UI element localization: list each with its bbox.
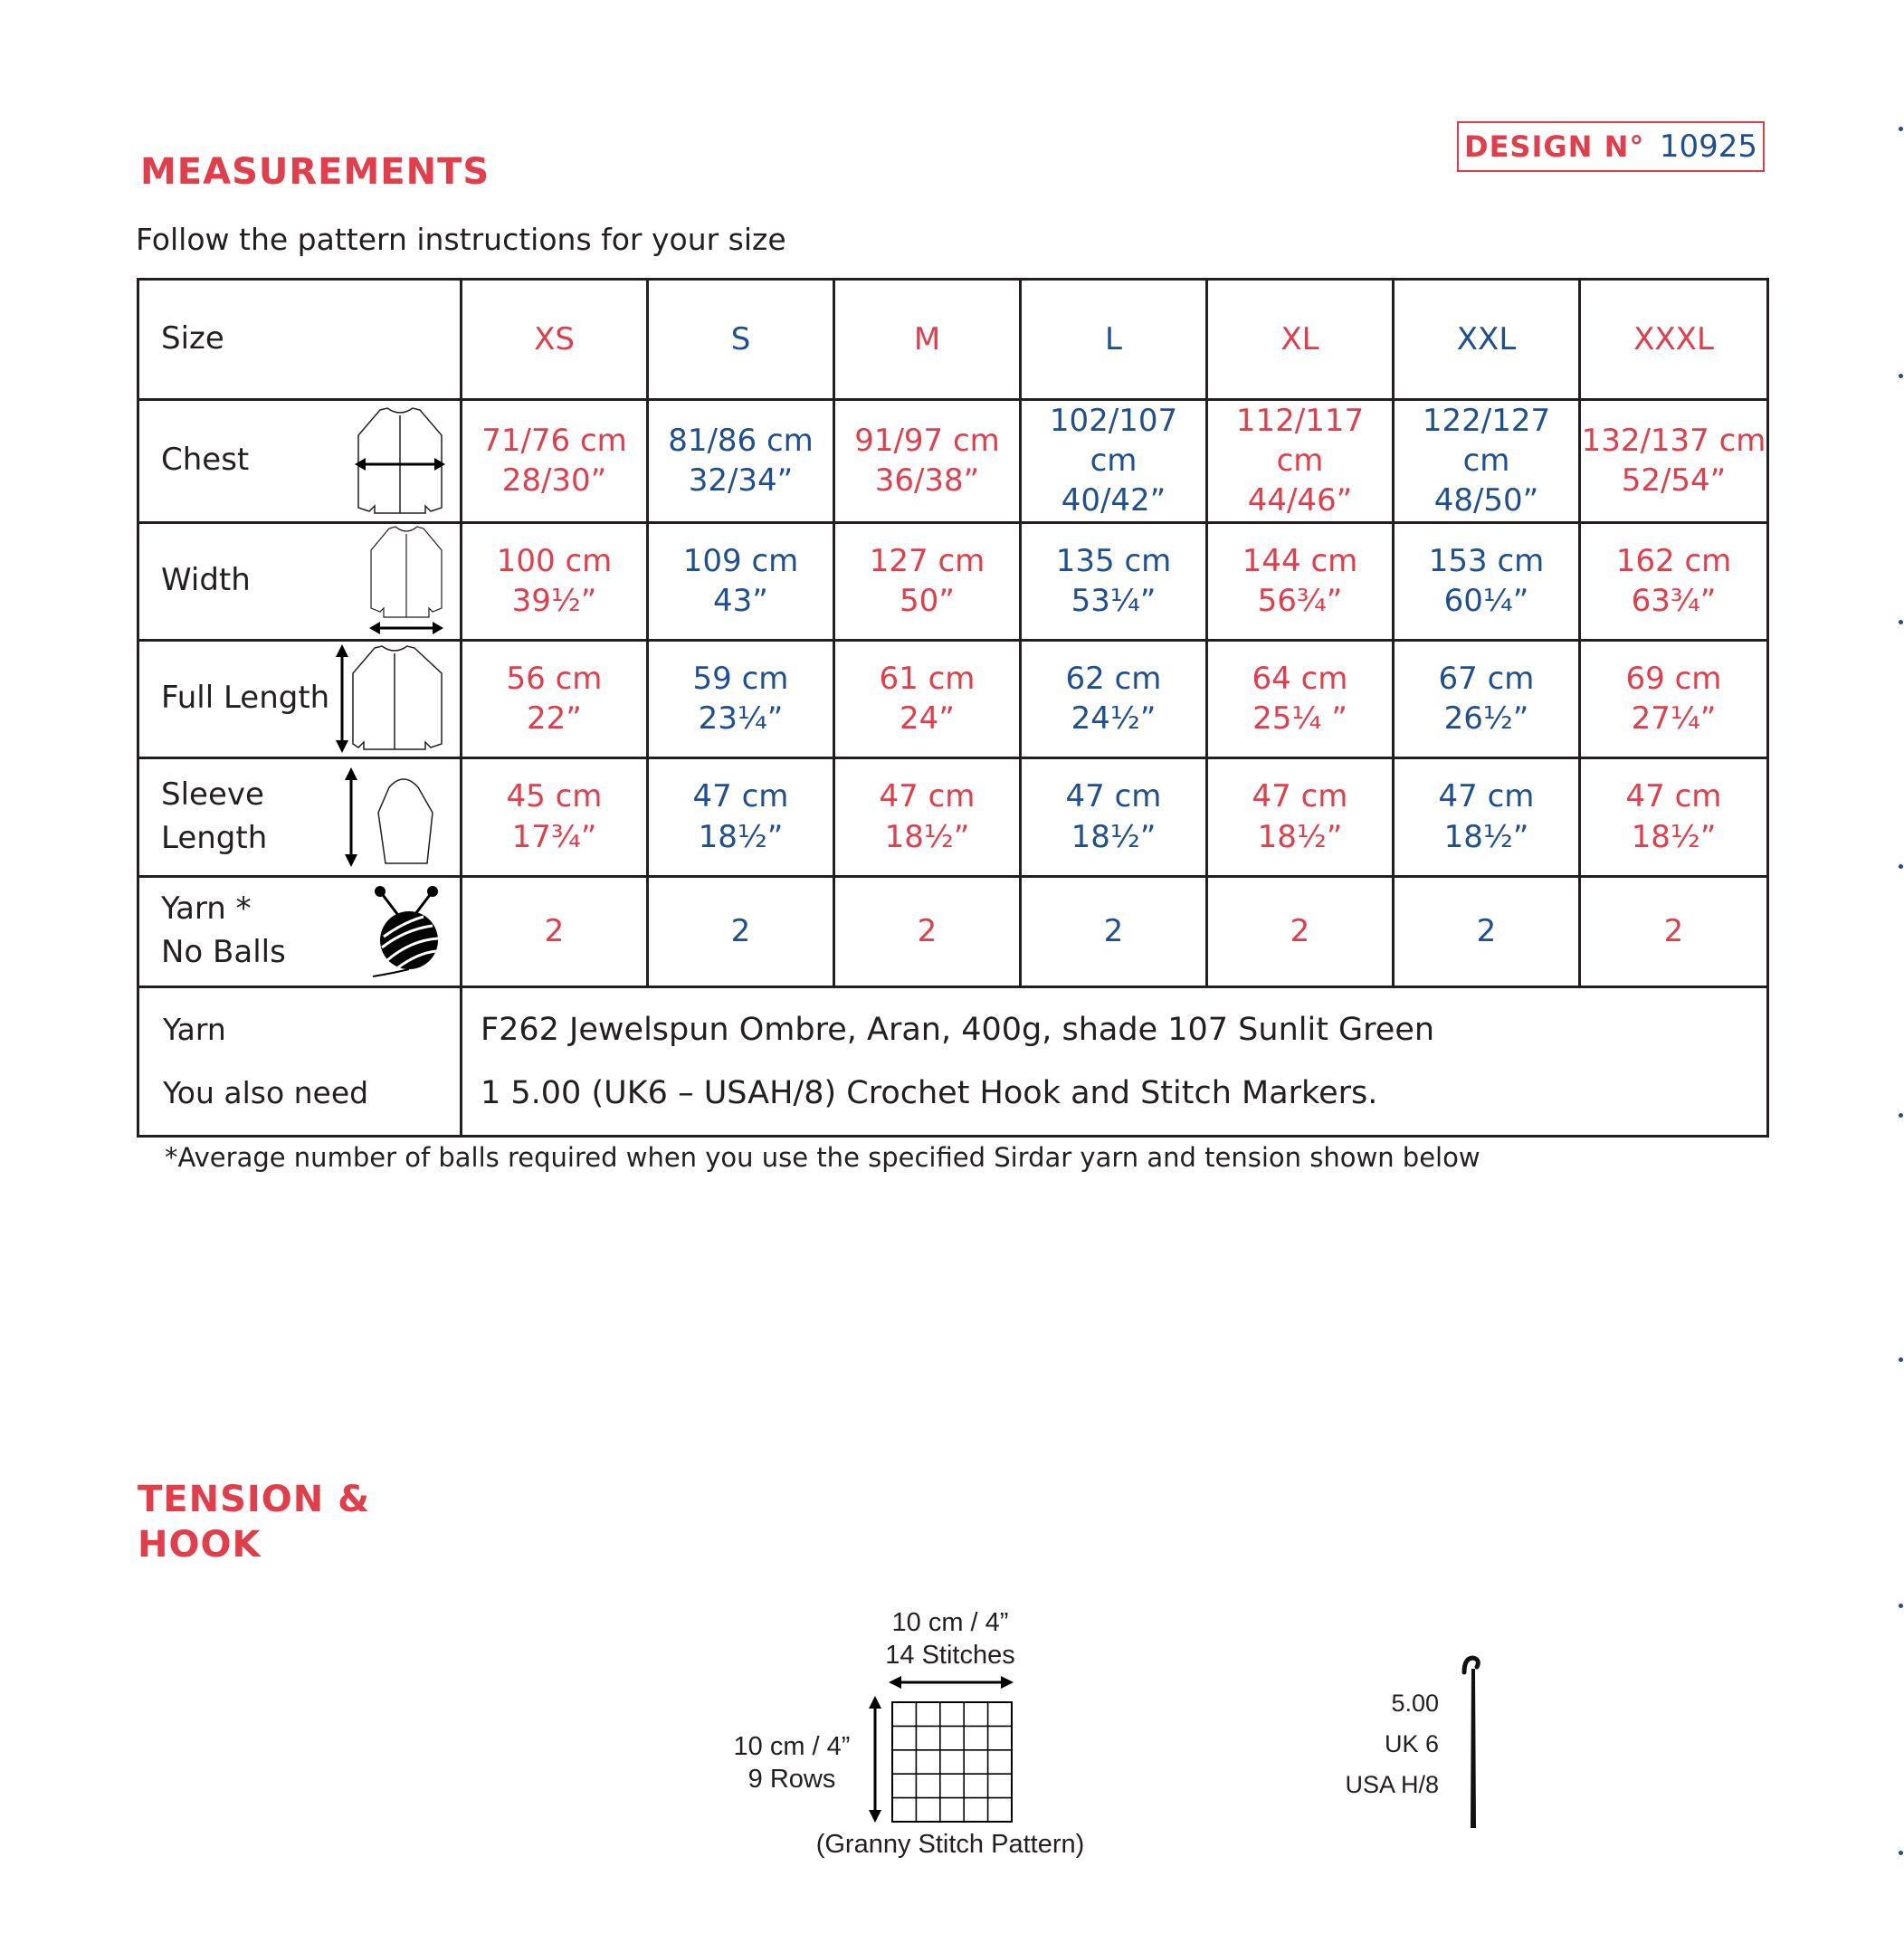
yarn-balls-xxxl: 2	[1580, 876, 1768, 986]
row-count: 9 Rows	[747, 1765, 836, 1794]
yarn-value: F262 Jewelspun Ombre, Aran, 400g, shade 107 Sunlit Green	[481, 1011, 1435, 1048]
hook-usa: USA H/8	[1345, 1771, 1439, 1798]
hook-size-labels	[1321, 1683, 1439, 1805]
yarn-balls-xs: 2	[462, 876, 648, 986]
yarn-balls-l: 2	[1021, 876, 1207, 986]
chest-xl: 112/117 cm 44/46”	[1207, 400, 1394, 523]
sleeve-length-xxxl: 47 cm 18½”	[1580, 757, 1768, 876]
yarn-label: Yarn	[163, 1011, 226, 1047]
full-length-label-cell	[138, 640, 462, 757]
edge-mark	[1899, 1113, 1903, 1118]
measurements-heading: MEASUREMENTS	[140, 151, 490, 193]
width-label: Width	[161, 562, 251, 599]
sleeve-length-s: 47 cm 18½”	[648, 757, 834, 876]
tension-width-label	[869, 1606, 1032, 1671]
size-xxl: XXL	[1394, 280, 1580, 400]
chest-s: 81/86 cm 32/34”	[648, 400, 834, 523]
full-length-m: 61 cm 24”	[834, 640, 1021, 757]
width-l: 135 cm 53¼”	[1021, 522, 1207, 640]
chest-row	[138, 400, 1768, 523]
edge-mark	[1899, 620, 1903, 624]
yarn-balls-s: 2	[648, 876, 834, 986]
chest-xxl: 122/127 cm 48/50”	[1394, 400, 1580, 523]
chest-m: 91/97 cm 36/38”	[834, 400, 1021, 523]
chest-label: Chest	[161, 442, 250, 479]
chest-label-cell	[138, 400, 462, 523]
width-xl: 144 cm 56¾”	[1207, 522, 1394, 640]
sleeve-length-xs: 45 cm 17¾”	[462, 757, 648, 876]
tension-heading: TENSION & HOOK	[138, 1479, 371, 1566]
yarn-info-values	[462, 986, 1768, 1136]
chest-diagram-icon	[353, 405, 447, 517]
size-m: M	[834, 280, 1021, 400]
width-xxxl: 162 cm 63¾”	[1580, 522, 1768, 640]
stitch-width-arrow-icon	[887, 1671, 1015, 1694]
yarn-balls-m: 2	[834, 876, 1021, 986]
edge-mark	[1899, 127, 1903, 131]
row-height-arrow-icon	[863, 1694, 887, 1824]
size-xs: XS	[462, 280, 648, 400]
yarn-balls-xxl: 2	[1394, 876, 1580, 986]
edge-mark	[1899, 864, 1903, 869]
full-length-xxxl: 69 cm 27¼”	[1580, 640, 1768, 757]
chest-xs: 71/76 cm 28/30”	[462, 400, 648, 523]
sleeve-length-xxl: 47 cm 18½”	[1394, 757, 1580, 876]
size-header-row	[138, 280, 1768, 400]
tension-grid-icon	[891, 1701, 1013, 1823]
edge-mark	[1899, 1604, 1903, 1608]
stitch-count: 14 Stitches	[885, 1641, 1015, 1670]
edge-mark	[1899, 1851, 1903, 1855]
size-s: S	[648, 280, 834, 400]
tension-height-label	[715, 1730, 869, 1795]
yarn-balls-label: Yarn * No Balls	[161, 890, 286, 971]
width-xxl: 153 cm 60¼”	[1394, 522, 1580, 640]
design-number-box	[1457, 121, 1765, 172]
measurements-table	[137, 278, 1769, 1138]
width-m: 127 cm 50”	[834, 522, 1021, 640]
full-length-diagram-icon	[333, 643, 447, 755]
width-s: 109 cm 43”	[648, 522, 834, 640]
size-xxxl: XXXL	[1580, 280, 1768, 400]
full-length-label: Full Length	[161, 680, 330, 717]
full-length-xxl: 67 cm 26½”	[1394, 640, 1580, 757]
full-length-row	[138, 640, 1768, 757]
sleeve-length-l: 47 cm 18½”	[1021, 757, 1207, 876]
yarn-info-row	[138, 986, 1768, 1136]
width-row	[138, 522, 1768, 640]
width-label-cell	[138, 522, 462, 640]
yarn-balls-row	[138, 876, 1768, 986]
design-number: 10925	[1659, 129, 1757, 165]
sleeve-length-xl: 47 cm 18½”	[1207, 757, 1394, 876]
edge-mark	[1899, 1357, 1903, 1362]
full-length-s: 59 cm 23¼”	[648, 640, 834, 757]
also-need-value: 1 5.00 (UK6 – USAH/8) Crochet Hook and Stitch Markers.	[481, 1074, 1378, 1111]
full-length-xl: 64 cm 25¼ ”	[1207, 640, 1394, 757]
width-xs: 100 cm 39½”	[462, 522, 648, 640]
stitch-pattern-label: (Granny Stitch Pattern)	[815, 1830, 1085, 1859]
size-l: L	[1021, 280, 1207, 400]
hook-metric: 5.00	[1391, 1690, 1439, 1717]
also-need-label: You also need	[163, 1074, 369, 1110]
design-label: DESIGN N°	[1464, 129, 1645, 164]
full-length-xs: 56 cm 22”	[462, 640, 648, 757]
size-xl: XL	[1207, 280, 1394, 400]
subtitle: Follow the pattern instructions for your size	[136, 222, 786, 257]
chest-xxxl: 132/137 cm 52/54”	[1580, 400, 1768, 523]
sleeve-length-label: Sleeve Length	[161, 776, 268, 856]
footnote: *Average number of balls required when you use the specified Sirdar yarn and tension shown below	[165, 1142, 1480, 1173]
size-label: Size	[161, 320, 224, 357]
width-diagram-icon	[366, 525, 447, 637]
yarn-balls-label-cell	[138, 876, 462, 986]
sleeve-length-m: 47 cm 18½”	[834, 757, 1021, 876]
edge-mark	[1899, 374, 1903, 378]
yarn-info-labels	[138, 986, 462, 1136]
yarn-ball-icon	[367, 884, 447, 978]
chest-l: 102/107 cm 40/42”	[1021, 400, 1207, 523]
crochet-hook-icon	[1459, 1654, 1484, 1832]
sleeve-diagram-icon	[338, 766, 447, 869]
sleeve-length-row	[138, 757, 1768, 876]
size-label-cell	[138, 280, 462, 400]
width-measure: 10 cm / 4”	[891, 1608, 1009, 1637]
height-measure: 10 cm / 4”	[733, 1732, 851, 1761]
sleeve-length-label-cell	[138, 757, 462, 876]
yarn-balls-xl: 2	[1207, 876, 1394, 986]
full-length-l: 62 cm 24½”	[1021, 640, 1207, 757]
hook-uk: UK 6	[1384, 1730, 1439, 1757]
